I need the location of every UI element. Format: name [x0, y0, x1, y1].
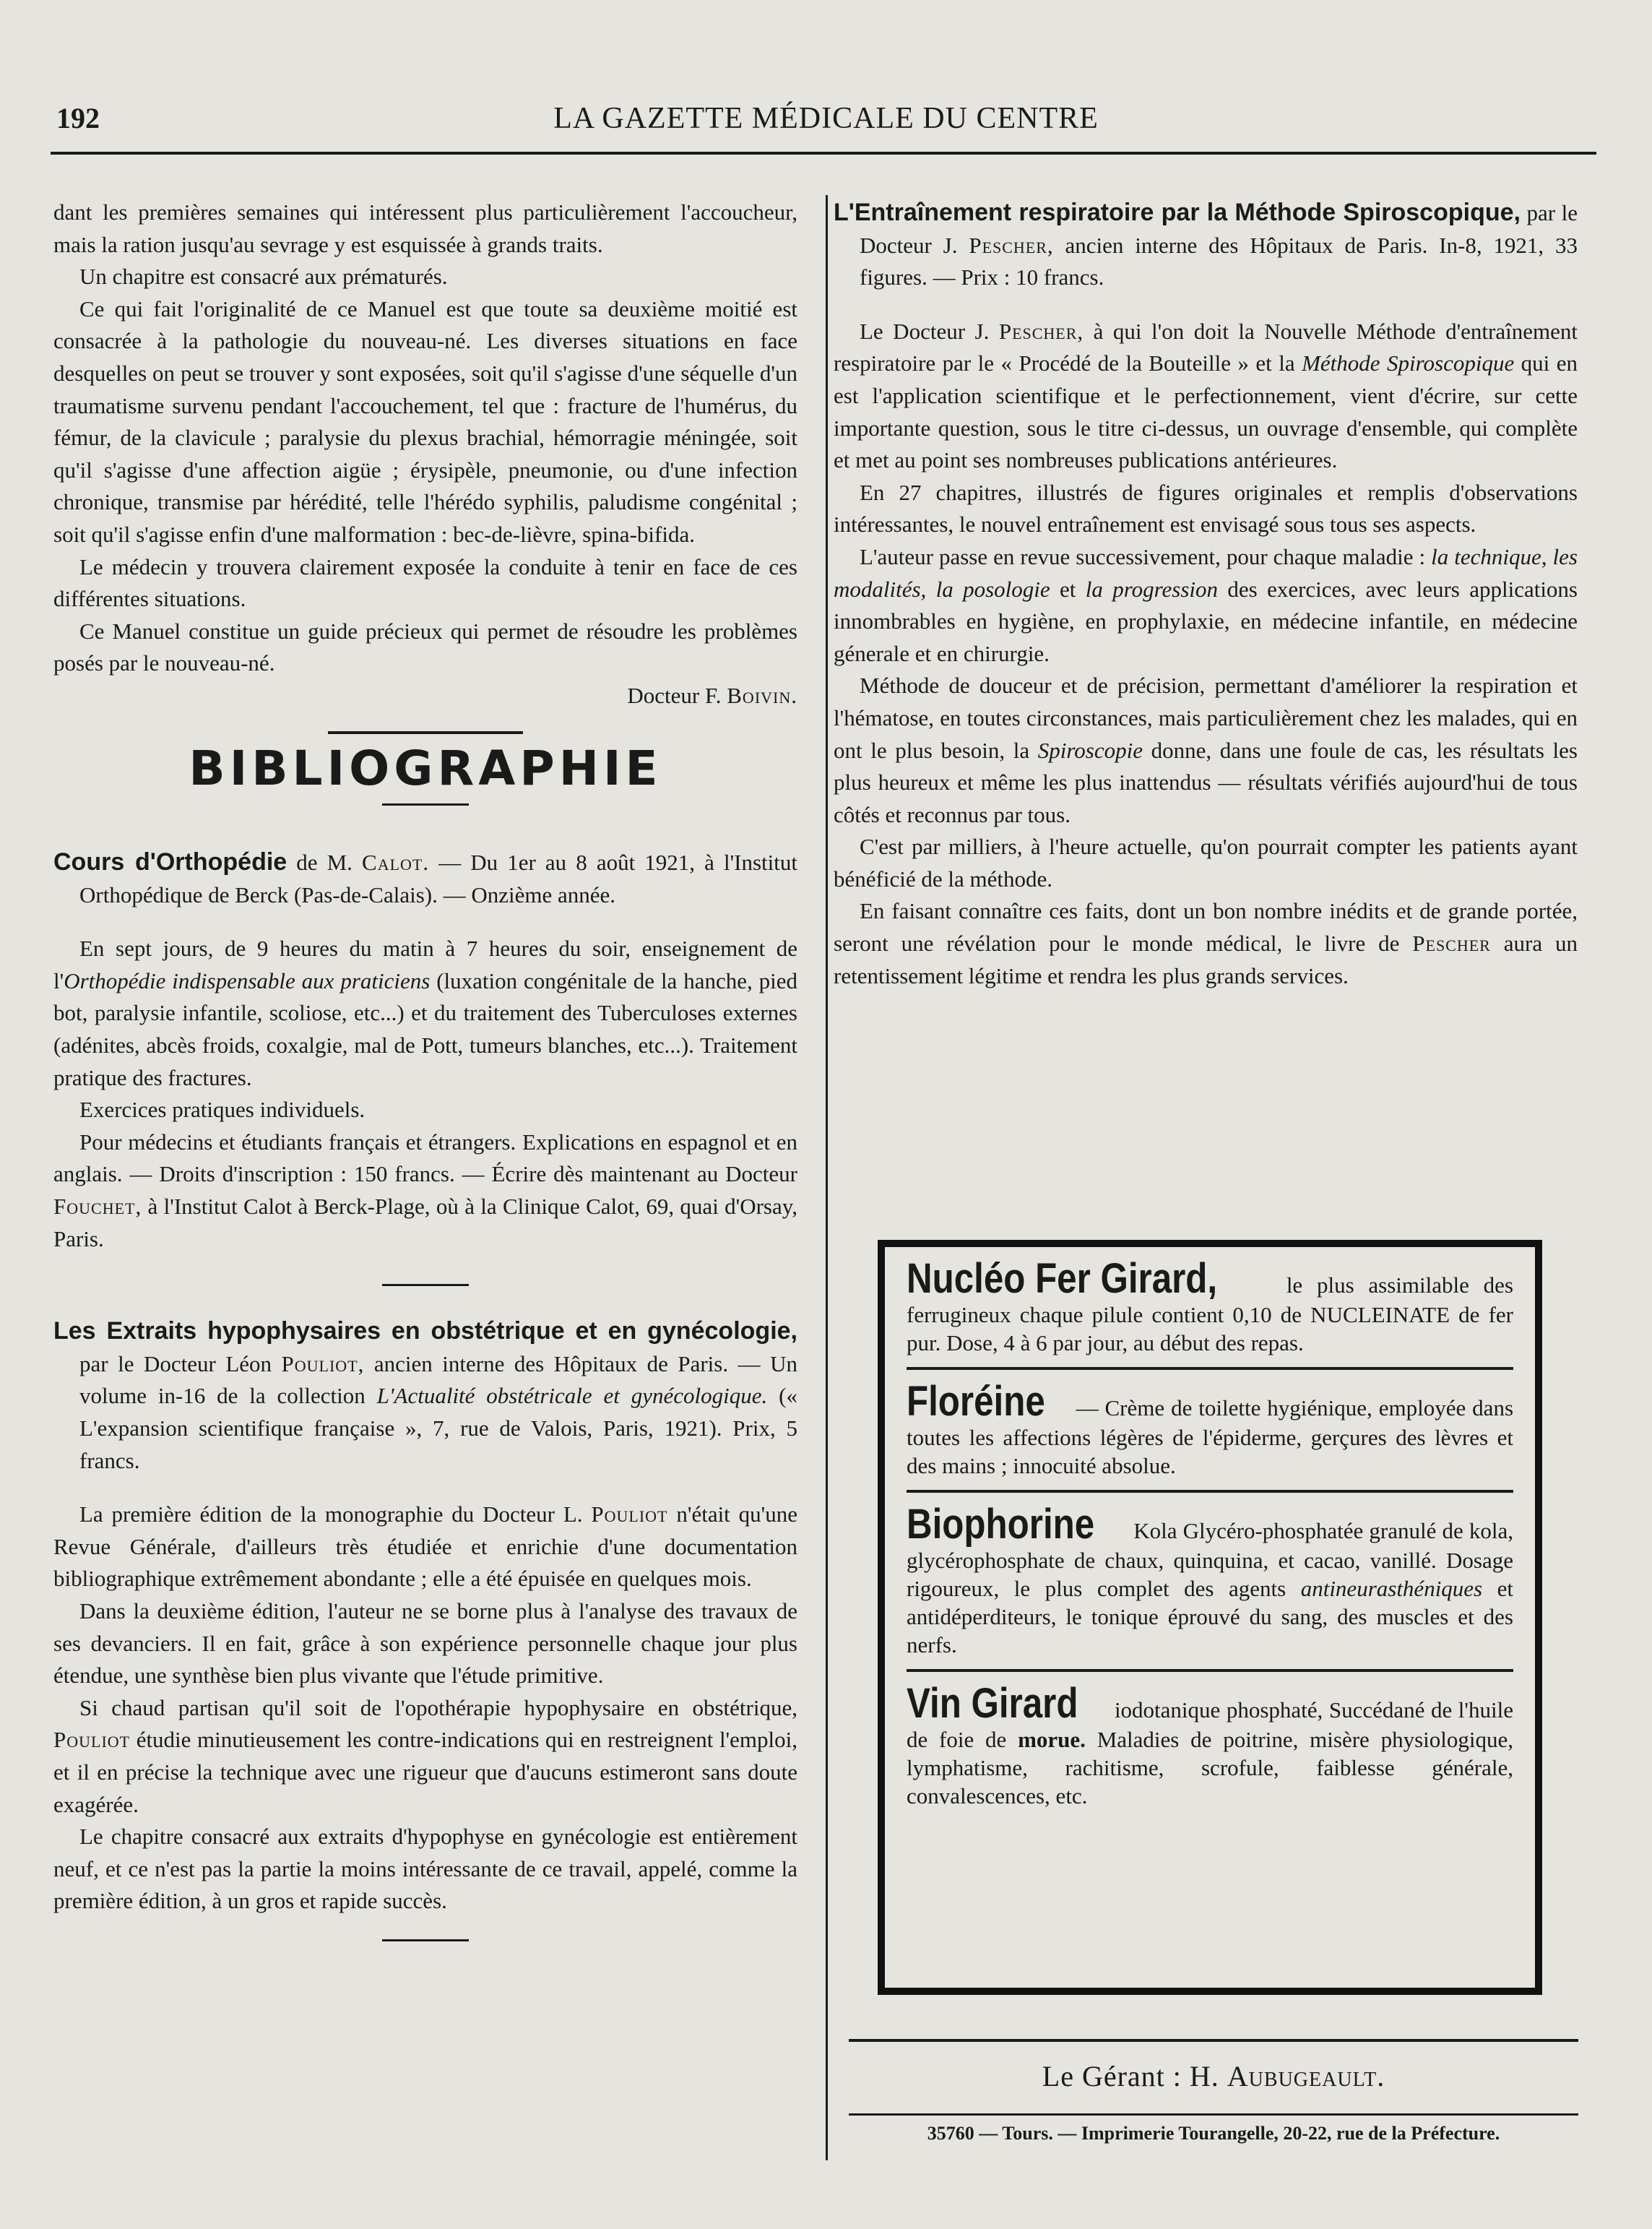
- item1-p3-text-a: Pour médecins et étudiants français et étrangers. Explications en espagnol et en anglais. — Droits d'inscription : 150 francs. — Écrire dès maintenant au Docteur: [53, 1129, 797, 1187]
- item2-title-text-a: par le Docteur Léon: [79, 1350, 282, 1376]
- ad-nucleo-text: le plus assimilable des ferrugineux chaque pilule contient 0,10 de NUCLEINATE de fer pur. Dose, 4 à 6 par jour, au début des repas.: [907, 1272, 1513, 1355]
- left-column: [53, 197, 797, 1963]
- header-rule: [51, 152, 1596, 155]
- item2-p3-text-b: étudie minutieusement les contre-indications qui en restreignent l'emploi, et il en précise la technique avec une rigueur que d'aucuns estimeront sans doute exagérée.: [53, 1727, 797, 1817]
- item1-title-text-b: — Du 1er au 8 août 1921, à l'Institut Orthopédique de Berck (Pas-de-Calais). — Onzième année.: [79, 850, 797, 907]
- ad-nucleo-name: Nucléo Fer Girard,: [907, 1255, 1218, 1302]
- item3-p3-italic-1: la technique, les modalités, la posologie: [834, 543, 1578, 602]
- item3-p1-text-a: Le Docteur J.: [860, 318, 999, 344]
- item2-paragraph-2: Dans la deuxième édition, l'auteur ne se borne plus à l'analyse des travaux de ses devanciers. Il en fait, grâce à son expérience personnelle chaque jour plus étendue, une synthèse bien plus vivante que l'étude primitive.: [53, 1598, 797, 1689]
- item2-title-name: Pouliot,: [281, 1350, 365, 1376]
- signature: [53, 680, 797, 712]
- ad-vin-text-a: iodotanique phosphaté, Succédané de l'huile de foie de: [907, 1697, 1513, 1752]
- item2-heading: [53, 1315, 797, 1477]
- item3-p6-text-b: aura un retentissement légitime et rendra les plus grands services.: [834, 931, 1578, 988]
- item2-title-text-b: ancien interne des Hôpitaux de Paris. — Un volume in-16 de la collection: [79, 1350, 797, 1409]
- gerant-name: Aubugeault.: [1227, 2060, 1385, 2092]
- item3-paragraph-4: [834, 670, 1578, 831]
- footer-rule-2: [849, 2113, 1578, 2116]
- item2-p1-text-a: La première édition de la monographie du Docteur L.: [79, 1501, 592, 1527]
- advertisement-box: [878, 1240, 1542, 1995]
- item1-p3-name: Fouchet,: [53, 1194, 142, 1220]
- item3-p1-italic: Méthode Spiroscopique: [1302, 350, 1515, 376]
- item2-p1-text-b: n'était qu'une Revue Générale, d'ailleurs très étudiée et enrichie d'une documentation bibliographique extrêmement abondante ; elle a été épuisée en quelques mois.: [53, 1501, 798, 1592]
- item1-heading: [53, 846, 797, 911]
- item2-p1-name: Pouliot: [591, 1501, 668, 1527]
- item1-p1-text-a: En sept jours, de 9 heures du matin à 7 heures du soir, enseignement de l': [53, 936, 797, 993]
- item1-title: Cours d'Orthopédie: [53, 848, 287, 876]
- section-rule: [328, 731, 523, 734]
- item3-paragraph-2: En 27 chapitres, illustrés de figures originales et remplis d'observations intéressantes, le nouvel entraînement est envisagé sous tous ses aspects.: [834, 479, 1578, 538]
- item3-p3-italic-2: la progression: [1085, 576, 1219, 602]
- ad-biophorine-text-b: et antidéperditeurs, le tonique éprouvé du sang, des muscles et des nerfs.: [907, 1576, 1513, 1657]
- item3-p4-text-b: donne, dans une foule de cas, les résultats les plus heureux et même les plus inattendus — résultats vérifiés aujourd'hui de tous côtés et reconnus par tous.: [834, 737, 1578, 827]
- item-separator-rule: [382, 1284, 469, 1286]
- section-heading: BIBLIOGRAPHIE: [189, 740, 662, 796]
- item3-title-text-a: par le Docteur J.: [860, 200, 1578, 258]
- item3-p4-italic: Spiroscopie: [1037, 737, 1143, 763]
- printer-line: 35760 — Tours. — Imprimerie Tourangelle, 20-22, rue de la Préfecture.: [927, 2123, 1500, 2144]
- ad-vin-bold: morue.: [1018, 1727, 1086, 1752]
- item3-p1-text-c: qui en est l'application scientifique et le perfectionnement, vient d'écrire, sur cette importante question, sous le titre ci-dessus, un ouvrage d'ensemble, qui complète et met au point ses nombreuses publications antérieures.: [834, 350, 1578, 473]
- item2-title: Les Extraits hypophysaires en obstétrique et en gynécologie,: [53, 1317, 797, 1345]
- ad-vin-text-b: Maladies de poitrine, misère physiologique, lymphatisme, rachitisme, scrofule, faiblesse générale, convalescences, etc.: [907, 1727, 1513, 1808]
- end-rule: [382, 1939, 469, 1941]
- intro-paragraph-1: dant les premières semaines qui intéressent plus particulièrement l'accoucheur, mais la ration jusqu'au sevrage y est esquissée à grands traits.: [53, 199, 797, 257]
- item3-p1-text-b: à qui l'on doit la Nouvelle Méthode d'entraînement respiratoire par le « Procédé de la Bouteille » et la: [834, 318, 1578, 376]
- item1-p3-text-b: à l'Institut Calot à Berck-Plage, où à la Clinique Calot, 69, quai d'Orsay, Paris.: [53, 1194, 797, 1251]
- item2-paragraph-3: [53, 1692, 797, 1821]
- item3-p4-text-a: Méthode de douceur et de précision, permettant d'améliorer la respiration et l'hématose, en toutes circonstances, mais particulièrement chez les malades, qui en ont le plus besoin, la: [834, 673, 1578, 763]
- item3-title: L'Entraînement respiratoire par la Méthode Spiroscopique,: [834, 199, 1521, 226]
- item3-title-name: Pescher,: [969, 232, 1054, 258]
- ad-floreine-text: — Crème de toilette hygiénique, employée dans toutes les affections légères de l'épiderme, gerçures des lèvres et des mains ; innocuité absolue.: [907, 1395, 1514, 1478]
- ad-biophorine-text-a: Kola Glycéro-phosphatée granulé de kola, glycérophosphate de chaux, quinquina, et cacao, vanillé. Dosage rigoureux, le plus complet des agents: [907, 1518, 1513, 1601]
- item3-p1-name: Pescher,: [998, 318, 1084, 344]
- intro-paragraph-3: Ce qui fait l'originalité de ce Manuel est que toute sa deuxième moitié est consacrée à la pathologie du nouveau-né. Les diverses situations en face desquelles on peut se trouver y sont exposées, soit qu'il s'agisse d'une séquelle d'un traumatisme survenu pendant l'accouchement, tel que : fracture de l'humérus, du fémur, de la clavicule ; paralysie du plexus brachial, hémorragie méningée, soit qu'il s'agisse d'une affection aigüe ; érysipèle, pneumonie, ou d'une infection chronique, transmise par hérédité, telle l'hérédo syphilis, paludisme congénital ; soit qu'il s'agisse enfin d'une malformation : bec-de-lièvre, spina-bifida.: [53, 296, 797, 547]
- heading-rule: [382, 803, 469, 806]
- ad-separator: [907, 1367, 1513, 1370]
- item2-p3-text-a: Si chaud partisan qu'il soit de l'opothérapie hypophysaire en obstétrique,: [79, 1694, 797, 1720]
- item2-p3-name: Pouliot: [53, 1727, 131, 1753]
- ad-biophorine: [907, 1503, 1513, 1659]
- footer-rule: [849, 2039, 1578, 2042]
- item3-paragraph-1: [834, 316, 1578, 477]
- item1-paragraph-2: Exercices pratiques individuels.: [79, 1097, 366, 1123]
- ad-nucleo-fer-girard: [907, 1257, 1513, 1357]
- signature-name: Boivin.: [727, 682, 797, 708]
- item1-paragraph-1: [53, 933, 797, 1094]
- journal-title: LA GAZETTE MÉDICALE DU CENTRE: [553, 102, 1099, 135]
- intro-paragraph-4: Le médecin y trouvera clairement exposée la conduite à tenir en face de ces différentes situations.: [53, 553, 797, 612]
- ad-biophorine-italic: antineurasthéniques: [1300, 1576, 1483, 1601]
- item2-paragraph-1: [53, 1499, 797, 1595]
- item2-paragraph-4: Le chapitre consacré aux extraits d'hypophyse en gynécologie est entièrement neuf, et ce n'est pas la partie la moins intéressante de ce travail, appelé, comme la première édition, à un gros et rapide succès.: [53, 1824, 797, 1914]
- page-number: 192: [56, 102, 100, 134]
- signature-prefix: Docteur F.: [627, 682, 722, 708]
- right-column: [834, 197, 1578, 992]
- intro-paragraph-2: Un chapitre est consacré aux prématurés.: [79, 264, 448, 290]
- item3-p3-text-a: L'auteur passe en revue successivement, pour chaque maladie :: [860, 543, 1432, 569]
- column-divider: [826, 195, 828, 2160]
- item1-title-text-a: de M.: [287, 850, 363, 876]
- ad-vin-girard: [907, 1682, 1513, 1810]
- ad-vin-name: Vin Girard: [907, 1680, 1078, 1727]
- gerant-line: [849, 2059, 1578, 2093]
- ad-separator: [907, 1669, 1513, 1672]
- item3-paragraph-5: C'est par milliers, à l'heure actuelle, qu'on pourrait compter les patients ayant bénéficié de la méthode.: [834, 834, 1578, 892]
- ad-separator: [907, 1490, 1513, 1493]
- item1-p1-italic: Orthopédie indispensable aux praticiens: [64, 967, 431, 993]
- item2-title-italic: L'Actualité obstétricale et gynécologique.: [376, 1383, 768, 1409]
- item3-p6-text-a: En faisant connaître ces faits, dont un bon nombre inédits et de grande portée, seront une révélation pour le monde médical, le livre de: [834, 898, 1578, 957]
- item3-p3-text-b: des exercices, avec leurs applications innombrables en hygiène, en prophylaxie, en médecine infantile, en médecine génerale et en chirurgie.: [834, 576, 1578, 666]
- item3-paragraph-6: [834, 895, 1578, 992]
- item1-paragraph-3: [53, 1126, 797, 1255]
- ad-floreine-name: Floréine: [907, 1378, 1045, 1425]
- item2-title-text-c: (« L'expansion scientifique française », 7, rue de Valois, Paris, 1921). Prix, 5 francs.: [79, 1383, 797, 1473]
- ad-biophorine-name: Biophorine: [907, 1501, 1095, 1548]
- item3-p6-name: Pescher: [1412, 931, 1491, 957]
- item3-heading: [834, 197, 1578, 294]
- item3-p3-text-mid: et: [1050, 576, 1086, 602]
- item3-title-text-b: ancien interne des Hôpitaux de Paris. In-8, 1921, 33 figures. — Prix : 10 francs.: [860, 232, 1578, 290]
- item1-p1-text-b: (luxation congénitale de la hanche, pied bot, paralysie infantile, scoliose, etc...) et du traitement des Tuberculoses externes (adénites, abcès froids, coxalgie, mal de Pott, tumeurs blanches, etc...). Traitement pratique des fractures.: [53, 967, 797, 1090]
- item1-title-name: Calot.: [362, 850, 430, 876]
- ad-floreine: [907, 1380, 1513, 1480]
- item3-paragraph-3: [834, 541, 1578, 670]
- gerant-prefix: Le Gérant : H.: [1042, 2060, 1219, 2092]
- intro-paragraph-5: Ce Manuel constitue un guide précieux qui permet de résoudre les problèmes posés par le nouveau-né.: [53, 618, 797, 676]
